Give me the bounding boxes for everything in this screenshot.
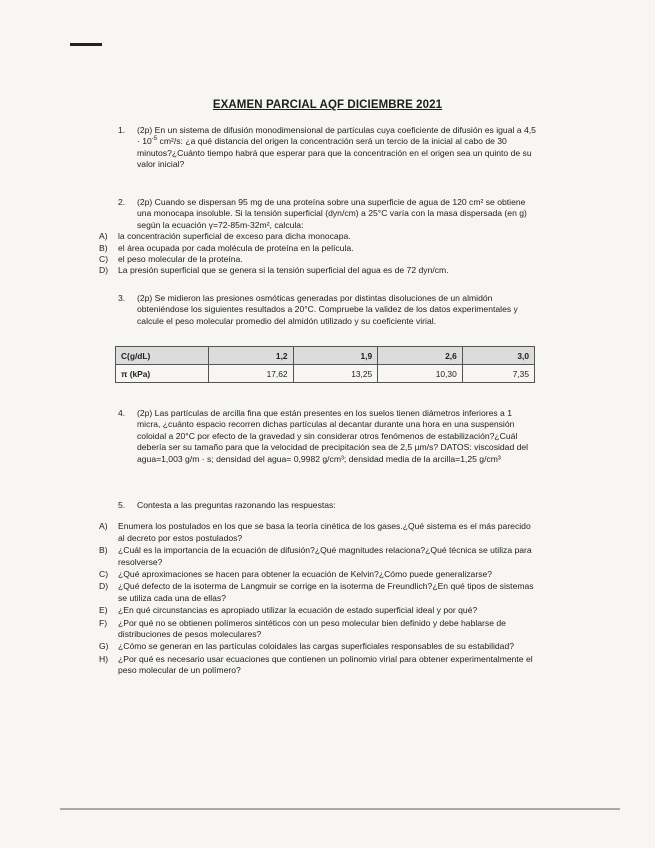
question-3 (118, 293, 536, 327)
sub-question-list (99, 521, 536, 676)
question-2 (99, 197, 536, 277)
question-number: 4. (118, 408, 126, 418)
question-text: (2p) Se midieron las presiones osmóticas generadas por distintas disoluciones de un almidón obteniéndose los siguientes resultados a 20°C. Compruebe la validez de los datos experimentales y calcule el peso molecular promedio del almidón utilizado y su coeficiente virial. (137, 293, 518, 326)
table-row (116, 347, 535, 365)
table-row (116, 365, 535, 383)
list-item: B) el área ocupada por cada molécula de proteína en la película. (99, 242, 354, 253)
option-list (99, 231, 536, 277)
table-cell: 7,35 (462, 365, 534, 383)
question-number: 3. (118, 293, 126, 303)
page-edge (60, 808, 620, 810)
table-cell: 1,2 (209, 347, 294, 365)
scan-mark (70, 43, 102, 46)
table-cell: 17,62 (209, 365, 294, 383)
table-cell: C(g/dL) (116, 347, 209, 365)
list-item: E) ¿En qué circunstancias es apropiado utilizar la ecuación de estado superficial ideal y por qué? (99, 605, 478, 616)
question-text: (2p) Las partículas de arcilla fina que están presentes en los suelos tienen diámetros inferiores a 1 micra, ¿cuánto espacio recorren dichas partículas al decantar durante una hora en una suspensión coloidal a 20°C por efecto de la gravedad y sin considerar otros fenómenos de estabilización?¿Cuál debería ser su tamaño para que la velocidad de precipitación sea de 2,5 µm/s? DATOS: viscosidad del agua=1,003 g/m · s; densidad del agua= 0,9982 g/cm³; densidad media de la arcilla=1,25 g/cm³ (137, 408, 529, 464)
exam-title: EXAMEN PARCIAL AQF DICIEMBRE 2021 (212, 99, 443, 111)
list-item: A) Enumera los postulados en los que se basa la teoría cinética de los gases.¿Qué sistema es el más parecido al decreto por estos postulados? (99, 521, 531, 543)
list-item: F) ¿Por qué no se obtienen polímeros sintéticos con un peso molecular bien definido y debe hablarse de distribuciones de pesos moleculares? (99, 617, 506, 640)
table-cell: 2,6 (378, 347, 463, 365)
table-cell: 3,0 (462, 347, 534, 365)
question-number: 5. (118, 500, 126, 510)
question-4 (118, 408, 536, 465)
table-cell: 1,9 (293, 347, 378, 365)
question-text: (2p) Cuando se dispersan 95 mg de una proteína sobre una superficie de agua de 120 cm² se obtiene una monocapa insoluble. Si la tensión superficial (dyn/cm) a 25°C varía con la masa dispersada (en g) según la ecuación γ=72-85m-32m², calcula: (137, 197, 527, 230)
list-item: A) la concentración superficial de exceso para dicha monocapa. (99, 231, 351, 242)
question-5 (99, 500, 536, 678)
table-cell: 10,30 (378, 365, 463, 383)
list-item: H) ¿Por qué es necesario usar ecuaciones que contienen un polinomio virial para obtener experimentalmente el peso molecular de un polímero? (99, 653, 533, 676)
table-cell: π (kPa) (116, 365, 209, 383)
list-item: G) ¿Cómo se generan en las partículas coloidales las cargas superficiales responsables de su estabilidad? (99, 641, 515, 652)
question-text: (2p) En un sistema de difusión monodimensional de partículas cuya coeficiente de difusión es igual a $4,5 \cdot 10^{-5}$ cm²/s: ¿a qué distancia del origen la concentración será un tercio de la inicial al cabo de 30 minutos?¿Cuánto tiempo habrá que esperar para que la concentración en el origen sea un quinto de su valor inicial? (137, 125, 536, 170)
list-item: B) ¿Cuál es la importancia de la ecuación de difusión?¿Qué magnitudes relaciona?¿Qué técnica se utiliza para resolverse? (99, 545, 532, 567)
exponent: -5 (151, 136, 158, 143)
list-item: D) La presión superficial que se genera si la tensión superficial del agua es de 72 dyn/cm. (99, 265, 449, 276)
question-text: Contesta a las preguntas razonando las respuestas: (137, 500, 336, 510)
list-item: D) ¿Qué defecto de la isoterma de Langmuir se corrige en la isoterma de Freundlich?¿En qué tipos de sistemas se utiliza cada una de ellas? (99, 581, 534, 603)
osmotic-pressure-table (115, 346, 535, 383)
list-item: C) el peso molecular de la proteína. (99, 254, 243, 265)
question-number: 1. (118, 125, 126, 135)
question-number: 2. (118, 197, 126, 207)
question-1 (118, 125, 536, 171)
list-item: C) ¿Qué aproximaciones se hacen para obtener la ecuación de Kelvin?¿Cómo puede generalizarse? (99, 569, 493, 580)
table-cell: 13,25 (293, 365, 378, 383)
